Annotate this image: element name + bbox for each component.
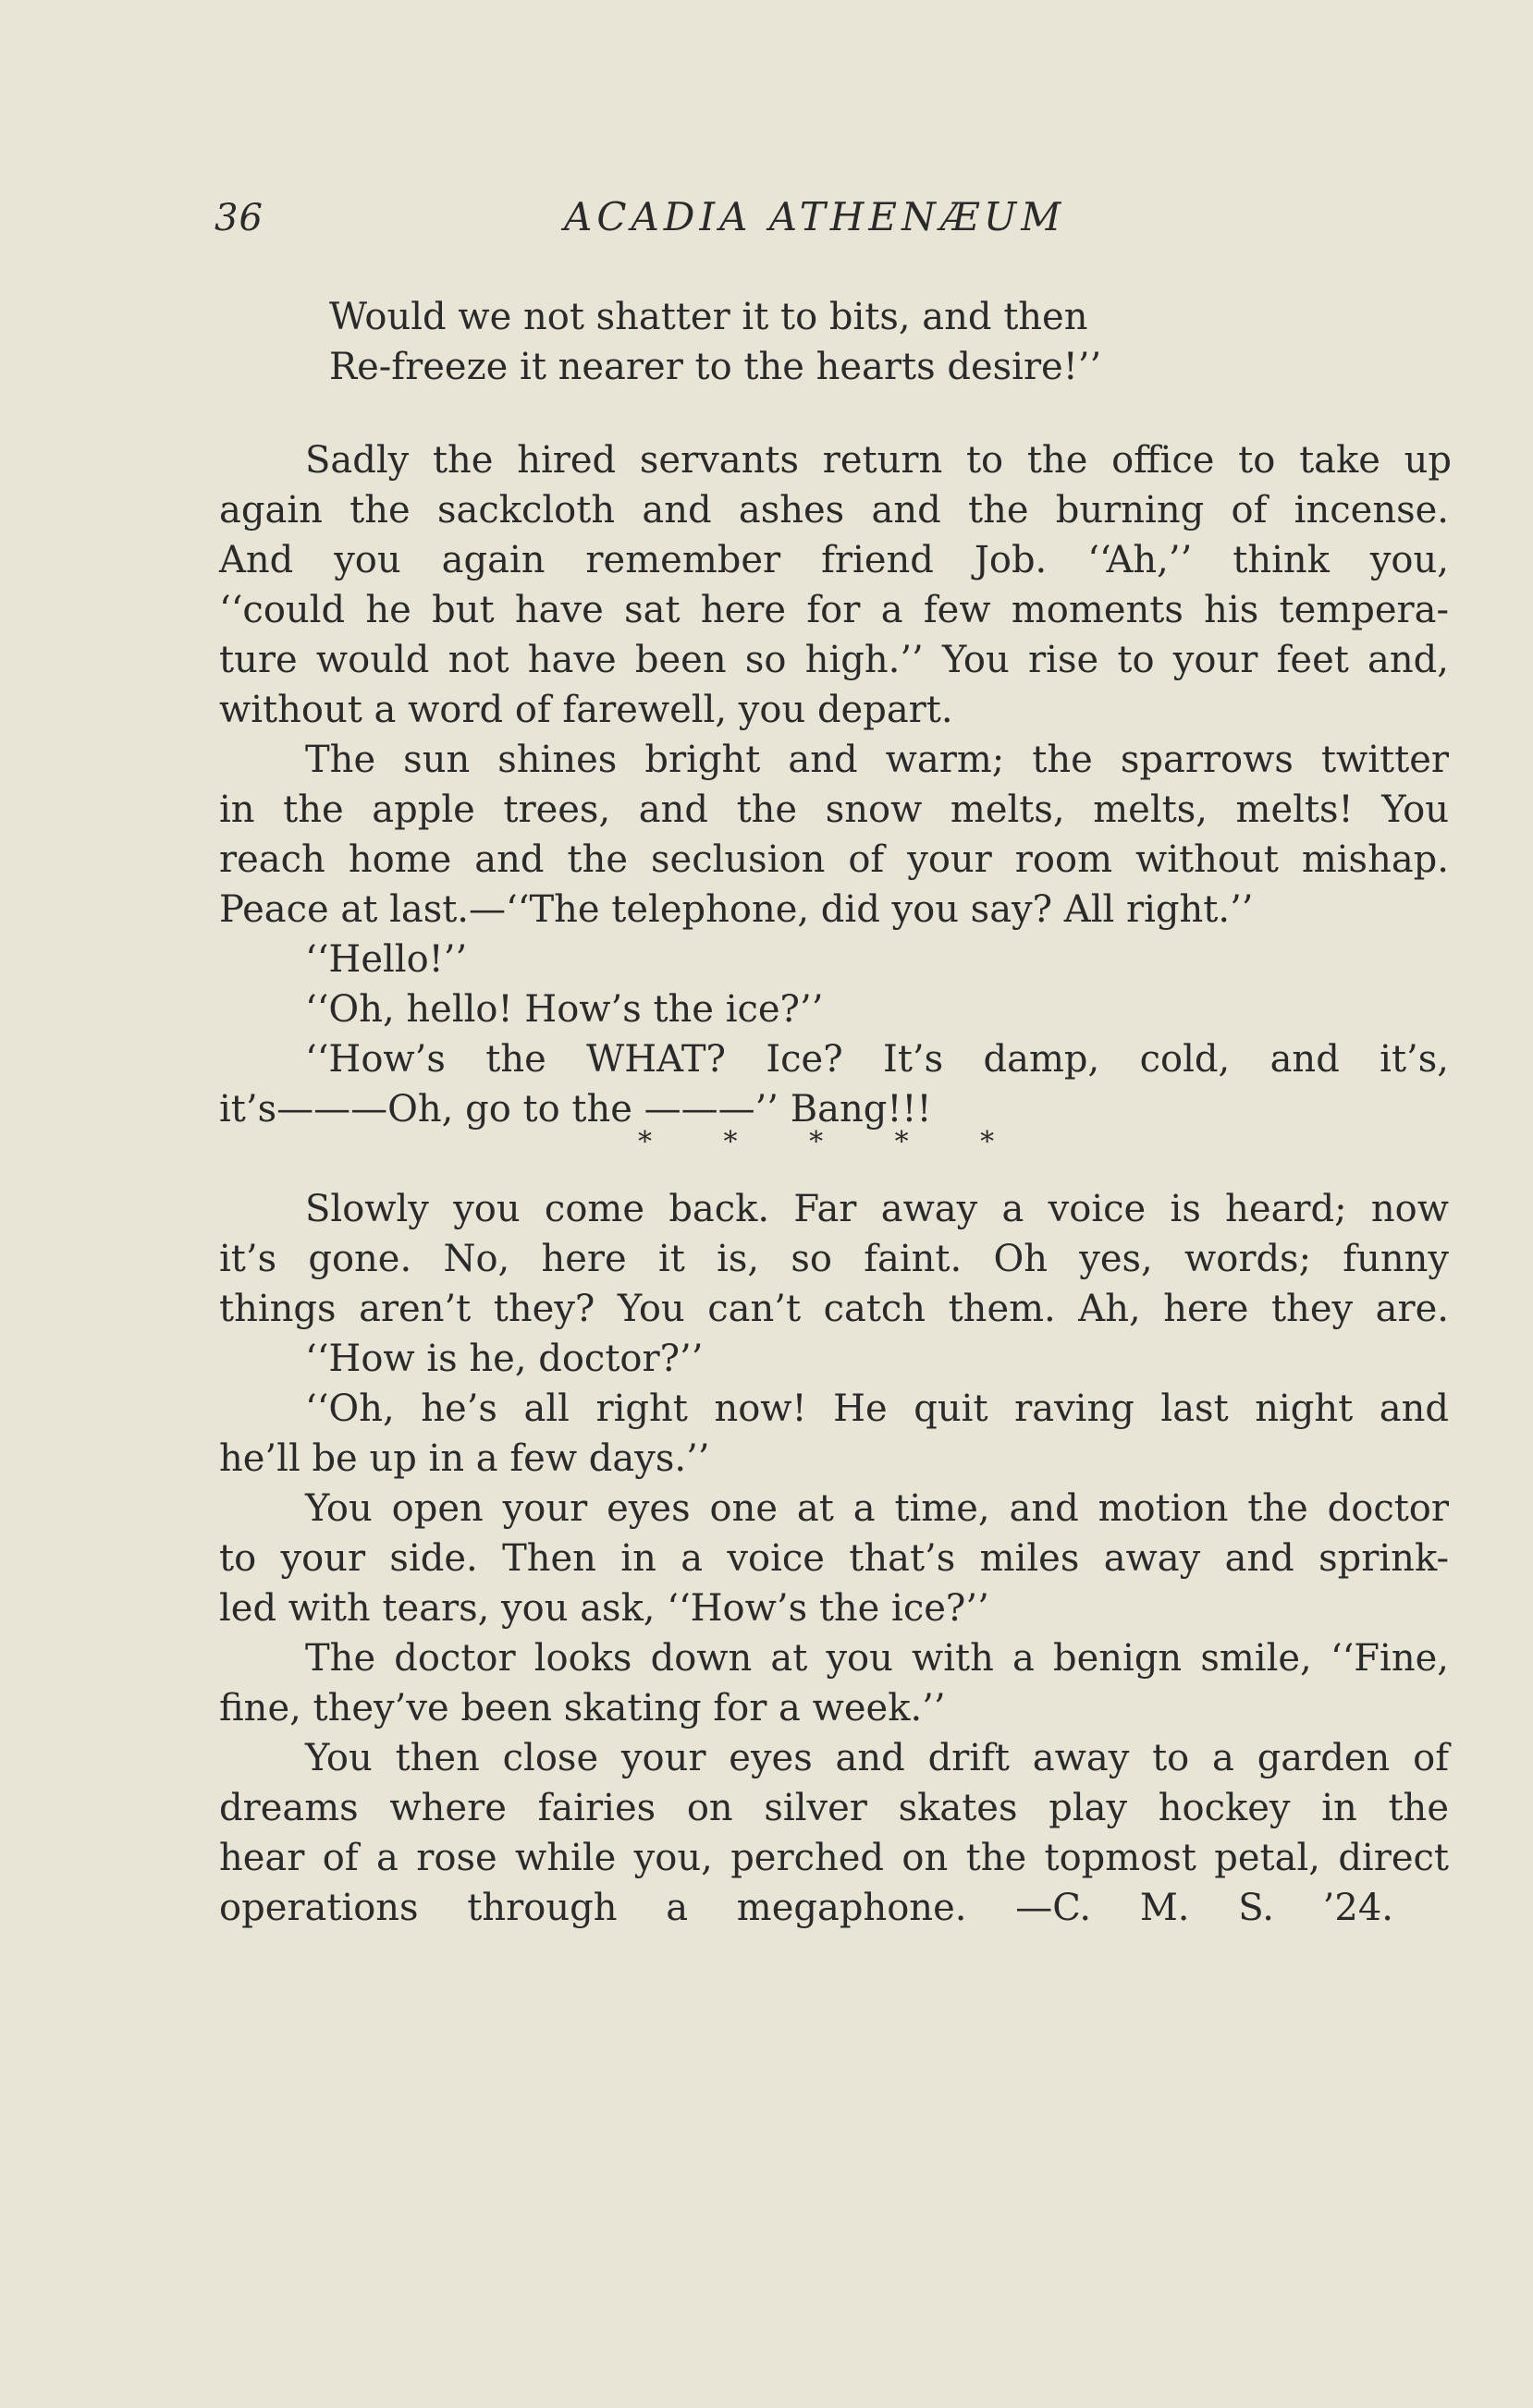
text-line: ‘‘How is he, doctor?’’ bbox=[305, 1338, 704, 1380]
poem-line: Re-freeze it nearer to the hearts desire!’’ bbox=[329, 346, 1102, 388]
text-line: he’ll be up in a few days.’’ bbox=[219, 1437, 710, 1480]
text-line: dreams where fairies on silver skates play hockey in the bbox=[219, 1787, 1449, 1829]
text-line: ture would not have been so high.’’ You rise to your feet and, bbox=[219, 639, 1449, 681]
text-line: Peace at last.—‘‘The telephone, did you say? All right.’’ bbox=[219, 888, 1254, 931]
text-line: to your side. Then in a voice that’s miles away and sprink- bbox=[219, 1537, 1449, 1580]
text-line: hear of a rose while you, perched on the topmost petal, direct bbox=[219, 1837, 1449, 1879]
text-line: reach home and the seclusion of your room without mishap. bbox=[219, 838, 1449, 881]
text-line: in the apple trees, and the snow melts, melts, melts! You bbox=[219, 788, 1449, 831]
text-line: without a word of farewell, you depart. bbox=[219, 689, 953, 731]
running-title: ACADIA ATHENÆUM bbox=[564, 194, 1066, 239]
page-number: 36 bbox=[215, 197, 264, 239]
text-line: it’s———Oh, go to the ———’’ Bang!!! bbox=[219, 1088, 932, 1131]
text-line: ‘‘could he but have sat here for a few moments his tempera- bbox=[219, 589, 1449, 631]
text-line: The doctor looks down at you with a benign smile, ‘‘Fine, bbox=[305, 1637, 1449, 1680]
text-line: it’s gone. No, here it is, so faint. Oh yes, words; funny bbox=[219, 1238, 1449, 1280]
text-line: again the sackcloth and ashes and the burning of incense. bbox=[219, 489, 1449, 532]
text-line: ‘‘Hello!’’ bbox=[305, 938, 468, 981]
text-line: And you again remember friend Job. ‘‘Ah,’’ think you, bbox=[219, 539, 1449, 581]
text-line: You then close your eyes and drift away to a garden of bbox=[305, 1737, 1449, 1779]
text-line: fine, they’ve been skating for a week.’’ bbox=[219, 1687, 946, 1730]
text-line: things aren’t they? You can’t catch them. Ah, here they are. bbox=[219, 1288, 1449, 1330]
text-line: The sun shines bright and warm; the sparrows twitter bbox=[305, 739, 1449, 781]
section-separator: * * * * * bbox=[638, 1126, 1026, 1158]
text-line: ‘‘Oh, hello! How’s the ice?’’ bbox=[305, 988, 824, 1031]
text-line: You open your eyes one at a time, and motion the doctor bbox=[305, 1487, 1449, 1530]
text-line: ‘‘How’s the WHAT? Ice? It’s damp, cold, and it’s, bbox=[305, 1038, 1449, 1081]
text-line: led with tears, you ask, ‘‘How’s the ice?’’ bbox=[219, 1587, 989, 1630]
text-line: ‘‘Oh, he’s all right now! He quit raving last night and bbox=[305, 1387, 1449, 1430]
text-line: operations through a megaphone. —C. M. S. ’24. bbox=[219, 1887, 1393, 1929]
poem-line: Would we not shatter it to bits, and then bbox=[329, 296, 1088, 338]
text-line: Slowly you come back. Far away a voice is heard; now bbox=[305, 1188, 1449, 1230]
text-line: Sadly the hired servants return to the office to take up bbox=[305, 439, 1452, 482]
